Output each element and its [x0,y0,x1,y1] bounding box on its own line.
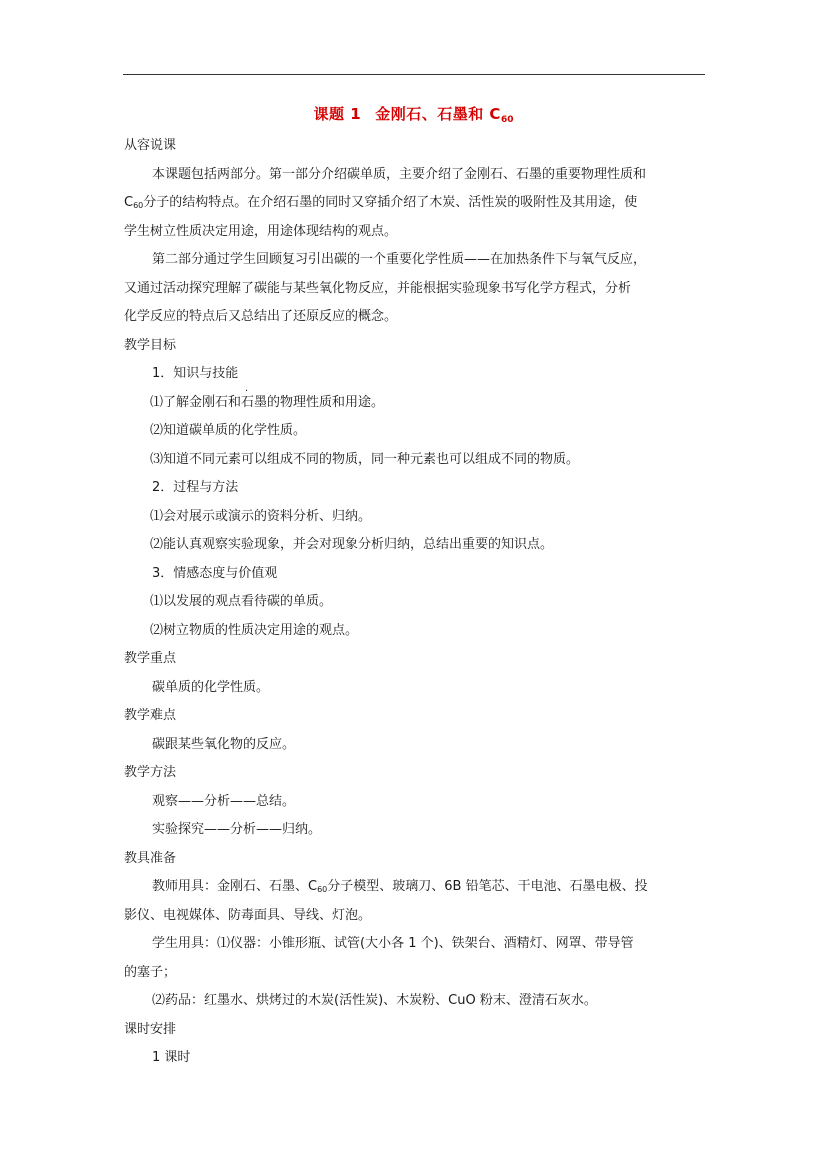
student-tools-line-2: 的塞子； [124,964,177,980]
intro-paragraph-2-line-3: 化学反应的特点后又总结出了还原反应的概念。 [124,309,398,324]
stray-dot: . [245,382,249,394]
intro-paragraph-2-line-2: 又通过活动探究理解了碳能与某些氧化物反应，并能根据实验现象书写化学方程式，分析 [124,280,632,296]
goal-2-title: 2．过程与方法 [152,480,239,495]
section-heading-difficulty: 教学难点 [124,708,177,723]
goal-2-item-a: ⑴会对展示或演示的资料分析、归纳。 [150,508,372,524]
goal-1-item-a [124,382,710,418]
method-item-b: 实验探究——分析——归纳。 [152,822,322,837]
intro-p1-l2-text: 分子的结构特点。在介绍石墨的同时又穿插介绍了木炭、活性炭的吸附性及其用途，使 [143,195,638,210]
intro-paragraph-1-line-1: 本课题包括两部分。第一部分介绍碳单质，主要介绍了金刚石、石墨的重要物理性质和 [152,166,647,182]
goal-3-title: 3．情感态度与价值观 [152,565,278,581]
student-tools-line-1: 学生用具：⑴仪器：小锥形瓶、试管(大小各 1 个)、铁架台、酒精灯、网罩、带导管 [152,936,634,951]
section-heading-goals: 教学目标 [124,337,177,353]
goal-1-title: 1．知识与技能 [152,366,239,381]
schedule-text: 1 课时 [152,1050,191,1065]
goal-1-item-a-text: ⑴了解金刚石和石墨的物理性质和用途。 [150,394,385,410]
intro-paragraph-1-line-2 [124,189,710,218]
teacher-tools-line-1 [124,873,710,902]
title-text: 金刚石、石墨和 C [375,105,501,123]
c60-subscript: 60 [133,201,144,210]
teacher-c60-subscript: 60 [317,885,328,894]
key-point-text: 碳单质的化学性质。 [152,679,270,695]
goal-2-item-b: ⑵能认真观察实验现象，并会对现象分析归纳，总结出重要的知识点。 [150,537,554,552]
goal-1-item-b: ⑵知道碳单质的化学性质。 [150,423,307,438]
section-heading-key-point: 教学重点 [124,651,177,666]
title-subscript: 60 [500,115,514,125]
section-heading-method: 教学方法 [124,765,177,780]
teacher-tools-pre: 教师用具：金刚石、石墨、C [152,879,318,894]
goal-1-item-c: ⑶知道不同元素可以组成不同的物质，同一种元素也可以组成不同的物质。 [150,451,580,467]
teacher-tools-line-2: 影仪、电视媒体、防毒面具、导线、灯泡。 [124,907,372,923]
title-number: 课题 1 [313,105,362,123]
method-item-a: 观察——分析——总结。 [152,793,296,809]
section-heading-schedule: 课时安排 [124,1021,177,1037]
header-rule [123,74,705,75]
c60-symbol: C [124,195,134,210]
intro-paragraph-2-line-1: 第二部分通过学生回顾复习引出碳的一个重要化学性质——在加热条件下与氧气反应， [152,252,647,267]
section-heading-intro: 从容说课 [124,138,177,153]
intro-paragraph-1-line-3: 学生树立性质决定用途，用途体现结构的观点。 [124,223,398,239]
section-heading-tools: 教具准备 [124,850,177,866]
document-body [124,132,710,1073]
student-tools-line-3: ⑵药品：红墨水、烘烤过的木炭(活性炭)、木炭粉、CuO 粉末、澄清石灰水。 [152,993,597,1008]
lesson-title [0,102,827,132]
teacher-tools-post: 分子模型、玻璃刀、6B 铅笔芯、干电池、石墨电极、投 [327,879,648,894]
goal-3-item-a: ⑴以发展的观点看待碳的单质。 [150,594,333,609]
goal-3-item-b: ⑵树立物质的性质决定用途的观点。 [150,622,359,638]
difficulty-text: 碳跟某些氧化物的反应。 [152,736,296,752]
